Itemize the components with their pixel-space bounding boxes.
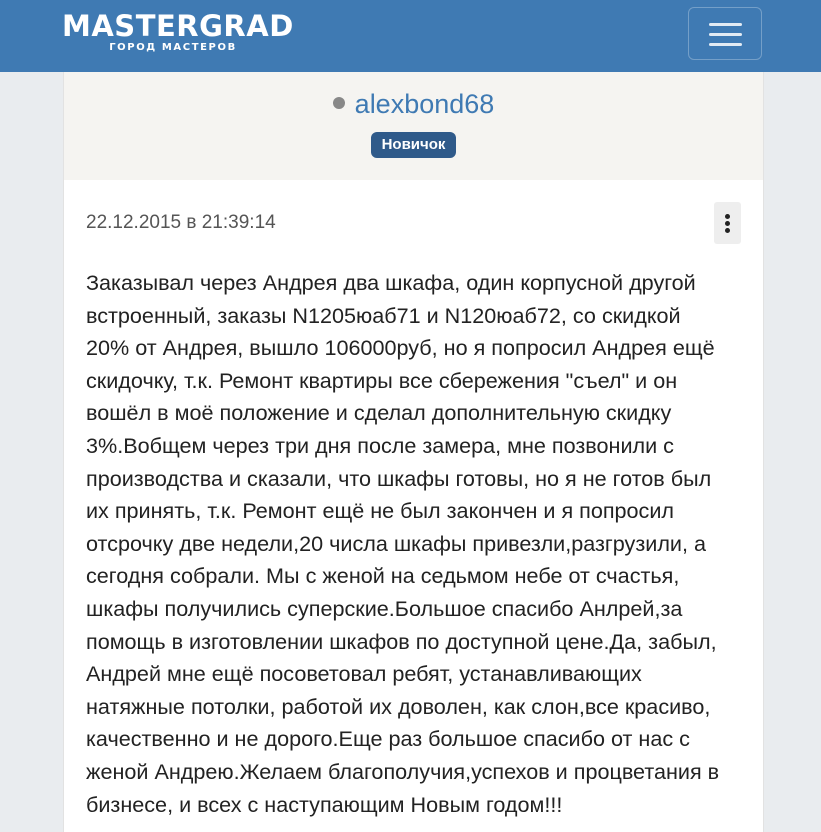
rank-wrap: [64, 132, 763, 158]
site-logo[interactable]: [62, 9, 294, 54]
post-body: Заказывал через Андрея два шкафа, один корпусной другой встроенный, заказы N1205юаб71 и N120юаб72, со скидкой 20% от Андрея, вышло 106000руб, но я попросил Андрея ещё скидочку, т.к. Ремонт квартиры все сбережения "съел" и он вошёл в моё положение и сделал дополнительную скидку 3%.Вобщем через три дня после замера, мне позвонили с производства и сказали, что шкафы готовы, но я не готов был их принять, т.к. Ремонт ещё не был закончен и я попросил отсрочку две недели,20 числа шкафы привезли,разгрузили, а сегодня собрали. Мы с женой на седьмом небе от счастья, шкафы получились суперские.Большое спасибо Анлрей,за помощь в изготовлении шкафов по доступной цене.Да, забыл, Андрей мне ещё посоветовал ребят, устанавливающих натяжные потолки, работой их доволен, как слон,все красиво, качественно и не дорого.Еще раз большое спасибо от нас с женой Андрею.Желаем благополучия,успехов и процветания в бизнесе, и всех с наступающим Новым годом!!!: [86, 270, 720, 817]
logo-title: MASTERGRAD: [62, 9, 294, 43]
status-dot-icon: [333, 97, 345, 109]
logo-subtitle: ГОРОД МАСТЕРОВ: [109, 42, 237, 53]
author-username[interactable]: alexbond68: [354, 89, 495, 119]
rank-badge: Новичок: [371, 132, 457, 158]
post-options-button[interactable]: [714, 202, 741, 244]
post-date: 22.12.2015 в 21:39:14: [86, 212, 276, 233]
review-card: [63, 72, 764, 832]
site-header: [0, 0, 821, 72]
author-line: [64, 88, 763, 120]
author-panel: [64, 72, 763, 180]
menu-button[interactable]: [688, 7, 762, 60]
